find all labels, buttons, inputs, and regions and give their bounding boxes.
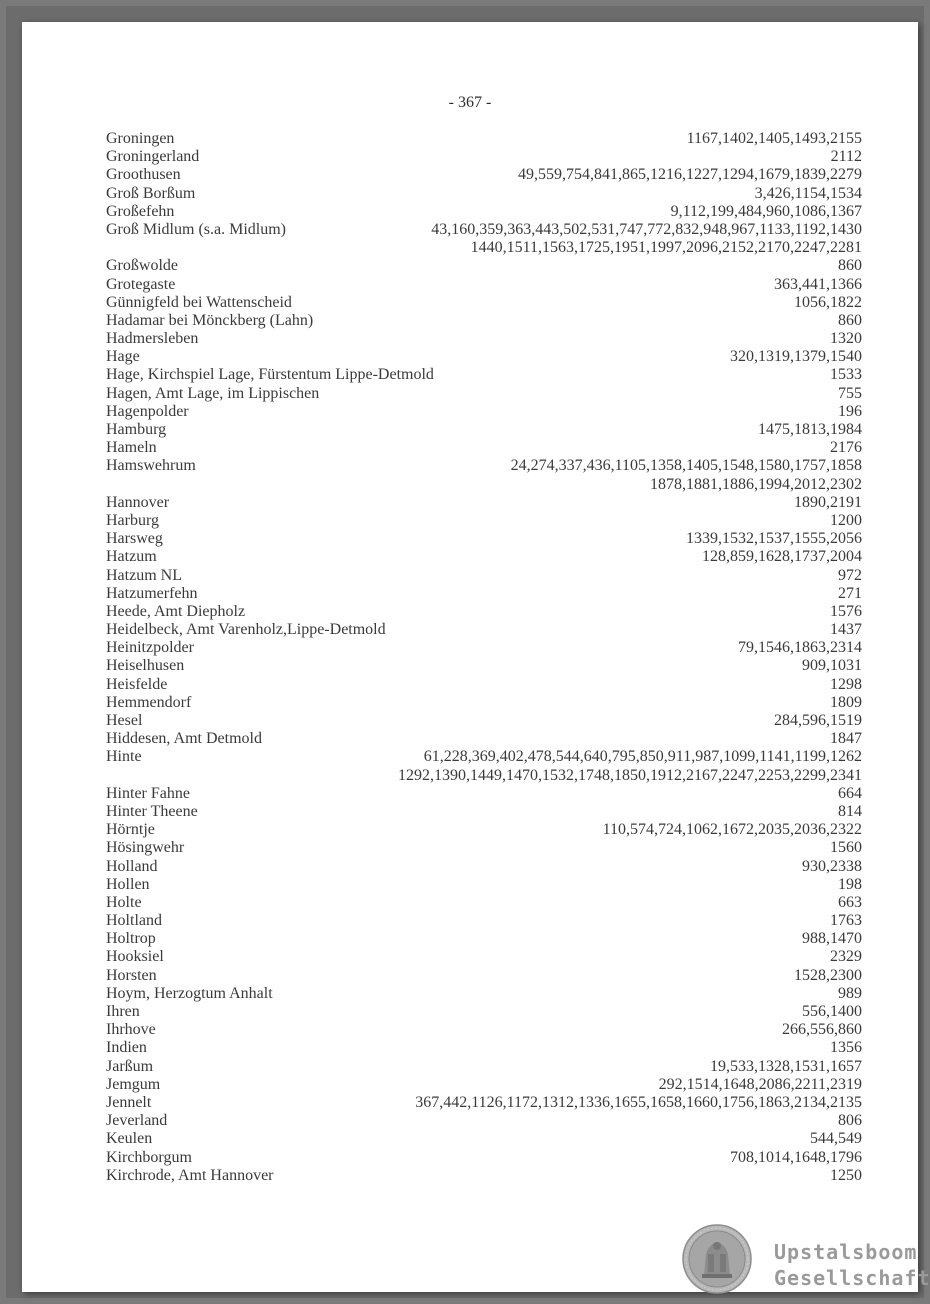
index-entry: [106, 748, 862, 766]
index-entry: [106, 821, 862, 839]
index-entry: [106, 694, 862, 712]
index-entry: [106, 148, 862, 166]
page-references: 61,228,369,402,478,544,640,795,850,911,987,1099,1141,1199,1262: [423, 748, 862, 766]
page-references: 1056,1822: [794, 293, 862, 311]
place-name: Hage: [106, 348, 140, 366]
index-entry: [106, 366, 862, 384]
page-references: 1809: [830, 693, 862, 711]
place-name: Hage, Kirchspiel Lage, Fürstentum Lippe-Detmold: [106, 366, 434, 384]
place-name: Heede, Amt Diepholz: [106, 602, 246, 620]
index-entry: [106, 585, 862, 603]
place-name: Groningen: [106, 130, 175, 147]
page-references: 814: [838, 802, 862, 820]
page-references: 1890,2191: [794, 493, 862, 511]
index-entry: [106, 185, 862, 203]
index-entry: [106, 294, 862, 312]
page-references: 1356: [830, 1039, 862, 1057]
page-references: 909,1031: [802, 657, 862, 675]
place-name: Günnigfeld bei Wattenscheid: [106, 293, 292, 311]
index-entry: [106, 439, 862, 457]
page-number: - 367 -: [448, 94, 492, 111]
page-references: 1167,1402,1405,1493,2155: [686, 130, 862, 147]
index-entry: [106, 1021, 862, 1039]
place-name: Hannover: [106, 493, 170, 511]
page-references: 110,574,724,1062,1672,2035,2036,2322: [602, 821, 862, 839]
page-references: 664: [838, 784, 862, 802]
page-references: 1440,1511,1563,1725,1951,1997,2096,2152,2170,2247,2281: [470, 239, 862, 257]
index-entry: [106, 166, 862, 184]
index-entry: [106, 567, 862, 585]
page-references: 544,549: [810, 1130, 862, 1148]
page-references: 1200: [830, 511, 862, 529]
index-entry: [106, 603, 862, 621]
place-name: Jarßum: [106, 1057, 154, 1075]
index-entry: [106, 512, 862, 530]
place-name: Ihren: [106, 1003, 140, 1020]
index-entry: [106, 312, 862, 330]
index-entry: [106, 330, 862, 348]
place-name: Heidelbeck, Amt Varenholz,Lippe-Detmold: [106, 621, 386, 639]
place-name: Hadamar bei Mönckberg (Lahn): [106, 311, 314, 329]
page-references: 1533: [830, 366, 862, 384]
index-entry-continuation: [106, 476, 862, 494]
place-name: Horsten: [106, 966, 157, 984]
place-name: Hatzum NL: [106, 566, 182, 584]
page-references: 9,112,199,484,960,1086,1367: [670, 202, 862, 220]
page-references: 1437: [830, 621, 862, 639]
index-entry: [106, 1112, 862, 1130]
page-references: 266,556,860: [782, 1021, 862, 1039]
place-name: Hemmendorf: [106, 693, 192, 711]
index-entry: [106, 730, 862, 748]
place-name: Hagenpolder: [106, 402, 189, 420]
index-entry: [106, 1058, 862, 1076]
place-name: Groothusen: [106, 166, 181, 184]
page-references: 1339,1532,1537,1555,2056: [686, 530, 862, 548]
index-entry: [106, 1003, 862, 1021]
page-references: 1292,1390,1449,1470,1532,1748,1850,1912,2167,2247,2253,2299,2341: [398, 766, 862, 784]
place-name: Hagen, Amt Lage, im Lippischen: [106, 384, 320, 402]
index-entry: [106, 930, 862, 948]
upstalsboom-seal-icon: [682, 1224, 752, 1294]
page-references: 367,442,1126,1172,1312,1336,1655,1658,1660,1756,1863,2134,2135: [415, 1093, 862, 1111]
page-references: 806: [838, 1112, 862, 1130]
watermark-text: [774, 1239, 930, 1291]
page-references: 2329: [830, 948, 862, 966]
place-name: Hesel: [106, 712, 143, 729]
place-name: Groß Midlum (s.a. Midlum): [106, 220, 286, 238]
index-entry: [106, 639, 862, 657]
place-name: Hinte: [106, 748, 142, 766]
index-entry-continuation: [106, 239, 862, 257]
page-references: 988,1470: [802, 930, 862, 948]
page-references: 860: [838, 257, 862, 275]
page-references: 49,559,754,841,865,1216,1227,1294,1679,1839,2279: [518, 166, 862, 184]
place-name: Hoym, Herzogtum Anhalt: [106, 984, 273, 1002]
index-entry: [106, 385, 862, 403]
page-references: 2176: [830, 439, 862, 457]
page-references: 128,859,1628,1737,2004: [702, 548, 862, 566]
index-entry: [106, 1167, 862, 1185]
page-references: 43,160,359,363,443,502,531,747,772,832,948,967,1133,1192,1430: [431, 220, 862, 238]
page-references: 271: [838, 584, 862, 602]
document-page: [22, 22, 930, 1292]
place-name: Jennelt: [106, 1093, 152, 1111]
page-references: 1320: [830, 330, 862, 348]
index-entry: [106, 948, 862, 966]
place-name: Hösingwehr: [106, 839, 185, 857]
index-entry: [106, 1076, 862, 1094]
page-references: 24,274,337,436,1105,1358,1405,1548,1580,1757,1858: [510, 457, 862, 475]
place-name: Hameln: [106, 439, 157, 457]
index-entry-continuation: [106, 767, 862, 785]
index-entry: [106, 803, 862, 821]
outer-frame: [6, 6, 930, 1298]
page-references: 1298: [830, 675, 862, 693]
page-references: 1528,2300: [794, 966, 862, 984]
page-references: 196: [838, 402, 862, 420]
page-references: 708,1014,1648,1796: [730, 1148, 862, 1166]
index-entry: [106, 657, 862, 675]
place-name: Hiddesen, Amt Detmold: [106, 730, 262, 748]
index-entry: [106, 876, 862, 894]
place-name: Ihrhove: [106, 1021, 156, 1039]
page-references: 2112: [830, 148, 862, 166]
index-entry: [106, 839, 862, 857]
place-name: Jeverland: [106, 1112, 168, 1130]
place-name: Hinter Fahne: [106, 784, 190, 802]
index-entry: [106, 203, 862, 221]
page-references: 363,441,1366: [774, 275, 862, 293]
page-references: 860: [838, 311, 862, 329]
page-references: 1475,1813,1984: [758, 421, 862, 438]
place-name: Hamburg: [106, 421, 167, 438]
index-entry: [106, 1094, 862, 1112]
page-references: 755: [838, 384, 862, 402]
index-entry: [106, 221, 862, 239]
page-references: 198: [838, 875, 862, 893]
place-name: Hamswehrum: [106, 457, 196, 475]
place-name: Kirchrode, Amt Hannover: [106, 1166, 274, 1184]
page-references: 284,596,1519: [774, 712, 862, 729]
place-name: Hinter Theene: [106, 802, 198, 820]
place-name: Hooksiel: [106, 948, 164, 966]
place-name: Groningerland: [106, 148, 200, 166]
page-references: 1576: [830, 602, 862, 620]
place-name: Großefehn: [106, 202, 175, 220]
place-name: Holland: [106, 857, 158, 875]
watermark-line-1: Upstalsboom: [774, 1240, 918, 1264]
index-entry: [106, 858, 862, 876]
place-name: Grotegaste: [106, 275, 176, 293]
index-entry: [106, 985, 862, 1003]
index-entry: [106, 894, 862, 912]
index-entry: [106, 676, 862, 694]
place-name: Heiselhusen: [106, 657, 185, 675]
place-name: Indien: [106, 1039, 147, 1057]
place-name: Heinitzpolder: [106, 639, 194, 657]
place-name: Großwolde: [106, 257, 178, 275]
page-references: 19,533,1328,1531,1657: [710, 1057, 862, 1075]
page-references: 79,1546,1863,2314: [738, 639, 862, 657]
page-references: 663: [838, 893, 862, 911]
index-entry: [106, 276, 862, 294]
index-entry: [106, 1039, 862, 1057]
index-entry: [106, 785, 862, 803]
place-index: [106, 130, 862, 1185]
place-name: Kirchborgum: [106, 1148, 192, 1166]
page-references: 989: [838, 984, 862, 1002]
place-name: Groß Borßum: [106, 184, 196, 202]
page-references: 556,1400: [802, 1003, 862, 1020]
place-name: Heisfelde: [106, 675, 168, 693]
page-references: 930,2338: [802, 857, 862, 875]
index-entry: [106, 257, 862, 275]
index-entry: [106, 130, 862, 148]
watermark-line-2: Gesellschaft: [774, 1266, 930, 1290]
page-references: 1847: [830, 730, 862, 748]
place-name: Hatzum: [106, 548, 157, 566]
place-name: Hadmersleben: [106, 330, 199, 348]
place-name: Keulen: [106, 1130, 153, 1148]
place-name: Holtland: [106, 912, 162, 930]
place-name: Hollen: [106, 875, 150, 893]
index-entry: [106, 548, 862, 566]
page-references: 320,1319,1379,1540: [730, 348, 862, 366]
index-entry: [106, 457, 862, 475]
place-name: Holte: [106, 893, 142, 911]
place-name: Hörntje: [106, 821, 155, 839]
page-references: 1250: [830, 1166, 862, 1184]
index-entry: [106, 1130, 862, 1148]
page-references: 1560: [830, 839, 862, 857]
index-entry: [106, 530, 862, 548]
place-name: Holtrop: [106, 930, 156, 948]
index-entry: [106, 712, 862, 730]
place-name: Harsweg: [106, 530, 163, 548]
index-entry: [106, 912, 862, 930]
index-entry: [106, 967, 862, 985]
index-entry: [106, 494, 862, 512]
index-entry: [106, 621, 862, 639]
index-entry: [106, 348, 862, 366]
place-name: Hatzumerfehn: [106, 584, 198, 602]
place-name: Harburg: [106, 511, 160, 529]
place-name: Jemgum: [106, 1075, 161, 1093]
page-references: 1763: [830, 912, 862, 930]
index-entry: [106, 421, 862, 439]
page-references: 1878,1881,1886,1994,2012,2302: [650, 475, 862, 493]
page-references: 972: [838, 566, 862, 584]
index-entry: [106, 403, 862, 421]
index-entry: [106, 1149, 862, 1167]
page-references: 292,1514,1648,2086,2211,2319: [658, 1075, 862, 1093]
page-references: 3,426,1154,1534: [754, 184, 862, 202]
